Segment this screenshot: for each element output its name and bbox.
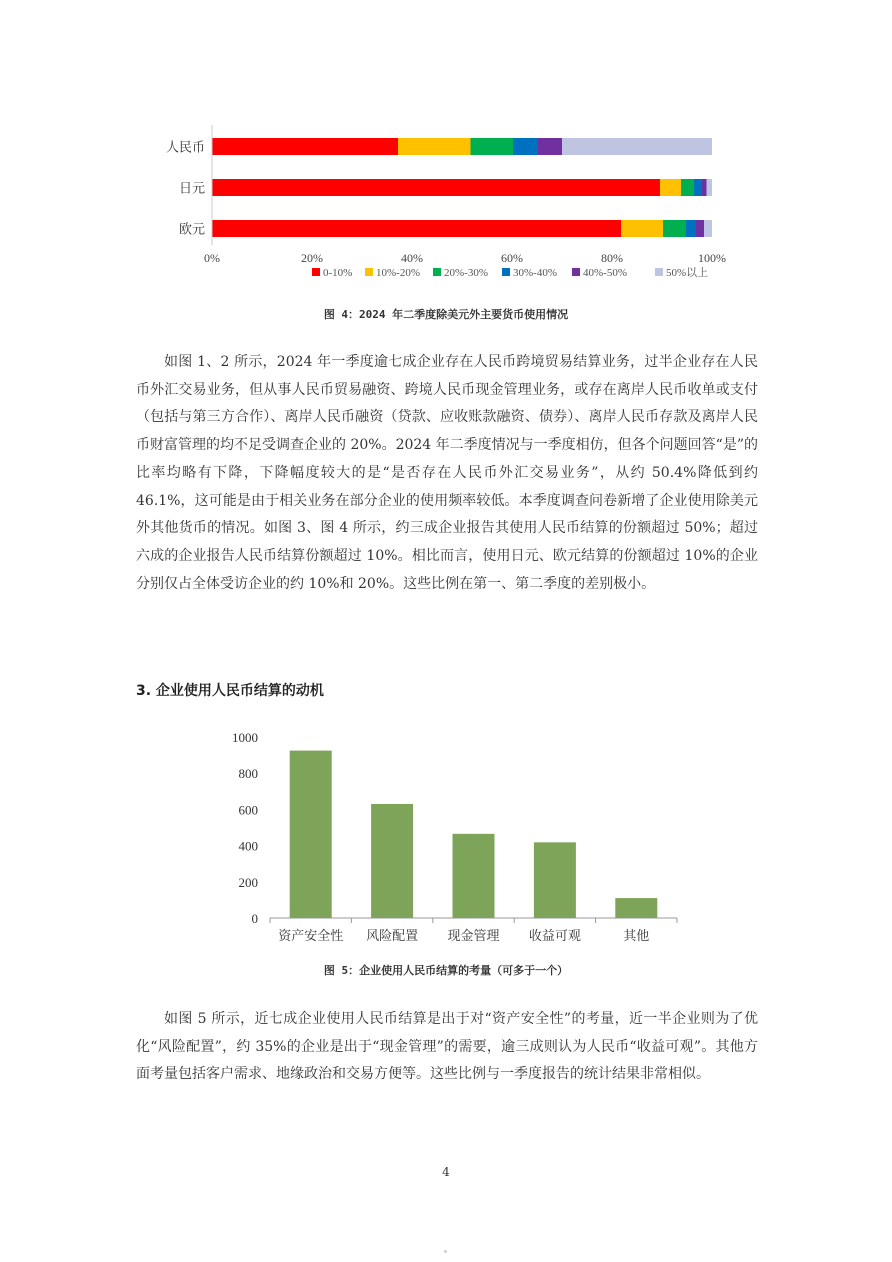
bar [453, 834, 495, 918]
settlement-motive-bar-chart [215, 720, 685, 950]
page-number: 4 [442, 1165, 450, 1179]
category-label: 欧元 [178, 221, 205, 237]
footer-dot [444, 1250, 447, 1253]
legend-label: 20%-30% [444, 267, 488, 279]
legend-label: 10%-20% [376, 267, 420, 279]
x-category-label: 风险配置 [366, 928, 419, 943]
bar [290, 751, 332, 918]
figure5-caption: 图 5：企业使用人民币结算的考量（可多于一个） [323, 964, 569, 977]
bar-segment [212, 220, 621, 237]
y-tick-label: 0 [251, 911, 258, 926]
currency-usage-stacked-bar-chart [150, 115, 750, 285]
legend-label: 40%-50% [583, 267, 627, 279]
bar-segment [513, 138, 538, 155]
bar [371, 804, 413, 918]
bar-segment [696, 220, 704, 237]
x-category-label: 资产安全性 [278, 928, 344, 943]
y-tick-label: 400 [238, 838, 258, 854]
x-category-label: 现金管理 [447, 928, 500, 943]
bar [615, 898, 657, 918]
x-tick-label: 0% [204, 251, 220, 265]
bar-segment [694, 179, 702, 196]
x-tick-label: 20% [301, 251, 323, 265]
legend-swatch [312, 268, 320, 276]
x-category-label: 其他 [623, 928, 650, 943]
category-label: 人民币 [165, 139, 205, 155]
bar-segment [562, 138, 712, 155]
y-tick-label: 200 [238, 874, 258, 890]
legend-swatch [365, 268, 373, 276]
figure4-caption: 图 4：2024 年二季度除美元外主要货币使用情况 [323, 308, 569, 321]
bar-segment [702, 179, 707, 196]
y-tick-label: 1000 [232, 730, 258, 745]
x-tick-label: 40% [401, 251, 423, 265]
bar-segment [663, 220, 686, 237]
body-paragraph-1: 如图 1、2 所示，2024 年一季度逾七成企业存在人民币跨境贸易结算业务，过半企业存在人民币外汇交易业务，但从事人民币贸易融资、跨境人民币现金管理业务，或存在离岸人民币收单或支付（包括与第三方合作）、离岸人民币融资（贷款、应收账款融资、债券）、离岸人民币存款及离岸人民币财富管理的均不足受调查企业的 20%。2024 年二季度情况与一季度相仿，但各个问题回答“是”的比率均略有下降，下降幅度较大的是“是否存在人民币外汇交易业务”，从约 50.4%降低到约 46.1%，这可能是由于相关业务在部分企业的使用频率较低。本季度调查问卷新增了企业使用除美元外其他货币的情况。如图 3、图 4 所示，约三成企业报告其使用人民币结算的份额超过 50%；超过六成的企业报告人民币结算份额超过 10%。相比而言，使用日元、欧元结算的份额超过 10%的企业分别仅占全体受访企业的约 10%和 20%。这些比例在第一、第二季度的差别极小。 [136, 354, 758, 592]
bar-segment [707, 179, 713, 196]
x-tick-label: 100% [698, 251, 726, 265]
bar-segment [681, 179, 694, 196]
x-tick-label: 60% [501, 251, 523, 265]
x-tick-label: 80% [601, 251, 623, 265]
bar-segment [621, 220, 663, 237]
legend-swatch [502, 268, 510, 276]
legend-label: 0-10% [323, 267, 353, 279]
legend-label: 50%以上 [666, 267, 709, 279]
bar-segment [538, 138, 562, 155]
y-tick-label: 600 [238, 802, 258, 818]
y-tick-label: 800 [238, 766, 258, 782]
category-label: 日元 [178, 180, 205, 196]
bar-segment [471, 138, 514, 155]
bar-segment [704, 220, 712, 237]
bar-segment [212, 179, 660, 196]
legend-swatch [433, 268, 441, 276]
legend-label: 30%-40% [513, 267, 557, 279]
section-heading: 3. 企业使用人民币结算的动机 [136, 683, 324, 699]
legend-swatch [572, 268, 580, 276]
x-category-label: 收益可观 [528, 928, 581, 943]
bar [534, 842, 576, 918]
bar-segment [660, 179, 681, 196]
bar-segment [398, 138, 471, 155]
legend-swatch [655, 268, 663, 276]
bar-segment [686, 220, 696, 237]
bar-segment [212, 138, 398, 155]
body-paragraph-2: 如图 5 所示，近七成企业使用人民币结算是出于对“资产安全性”的考量，近一半企业则为了优化“风险配置”，约 35%的企业是出于“现金管理”的需要，逾三成则认为人民币“收益可观”。其他方面考量包括客户需求、地缘政治和交易方便等。这些比例与一季度报告的统计结果非常相似。 [136, 1011, 758, 1083]
